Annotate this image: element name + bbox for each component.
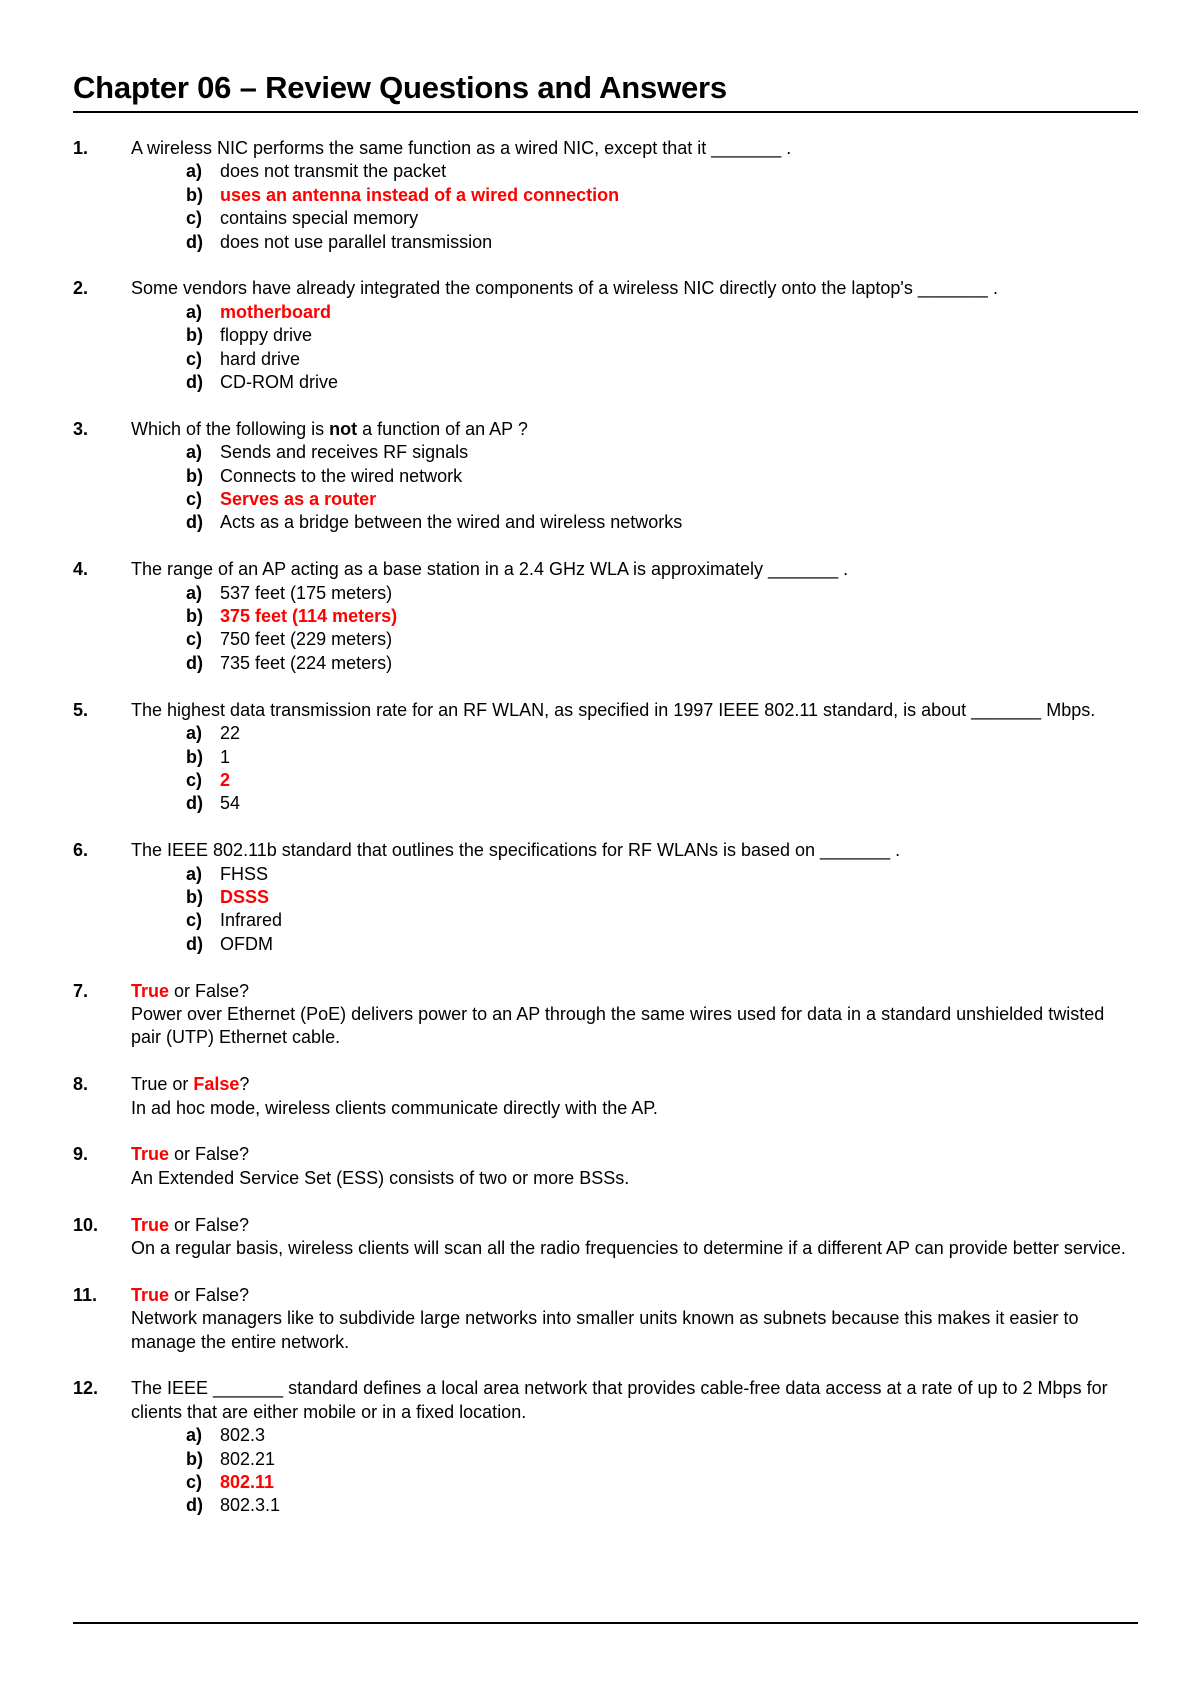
answer-option [186, 1424, 1138, 1447]
answer-option-correct [186, 605, 1138, 628]
option-letter: a) [186, 161, 203, 182]
true-label: True [131, 1214, 170, 1235]
question-item [73, 839, 1138, 956]
question-emphasis: not [329, 418, 358, 439]
question-number: 11. [73, 1284, 98, 1305]
option-letter: b) [186, 886, 203, 907]
question-body [131, 1284, 1138, 1354]
option-letter: c) [186, 769, 203, 790]
option-text: 802.3.1 [220, 1495, 281, 1516]
answer-option [186, 1448, 1138, 1471]
option-letter: d) [186, 793, 203, 814]
answer-options [131, 441, 1138, 535]
question-number: 10. [73, 1214, 99, 1235]
question-mark: ? [239, 1214, 250, 1235]
answer-option [186, 231, 1138, 254]
false-label: False [195, 1214, 240, 1235]
question-text-part: The highest data transmission rate for an RF WLAN, as specified in 1997 IEEE 802.11 standard, is about _______ Mbps. [131, 699, 1096, 720]
answer-option [186, 909, 1138, 932]
answer-option-correct [186, 301, 1138, 324]
answer-option [186, 371, 1138, 394]
answer-options [131, 1424, 1138, 1518]
question-body [131, 1143, 1138, 1190]
true-false-prompt [131, 1284, 1138, 1307]
option-text: 802.21 [220, 1448, 276, 1469]
footer-rule [73, 1622, 1138, 1624]
answer-options [131, 582, 1138, 676]
question-number: 9. [73, 1144, 89, 1165]
question-mark: ? [239, 980, 250, 1001]
option-text: 54 [220, 793, 241, 814]
option-letter: b) [186, 606, 203, 627]
true-false-prompt [131, 1214, 1138, 1237]
answer-option-correct [186, 769, 1138, 792]
answer-option [186, 863, 1138, 886]
option-letter: b) [186, 325, 203, 346]
question-text-part: The range of an AP acting as a base station in a 2.4 GHz WLA is approximately _______ . [131, 559, 849, 580]
question-text-part: a function of an AP ? [357, 418, 528, 439]
question-item [73, 1143, 1138, 1190]
option-letter: a) [186, 723, 203, 744]
question-statement: An Extended Service Set (ESS) consists of two or more BSSs. [131, 1167, 630, 1188]
option-text: Connects to the wired network [220, 465, 463, 486]
true-false-prompt [131, 980, 1138, 1003]
answer-option [186, 324, 1138, 347]
option-letter: c) [186, 1471, 203, 1492]
option-letter: d) [186, 933, 203, 954]
option-text: 1 [220, 746, 231, 767]
option-text: floppy drive [220, 325, 313, 346]
question-statement: Network managers like to subdivide large networks into smaller units known as subnets because this makes it easier to manage the entire network. [131, 1308, 1079, 1352]
option-text: uses an antenna instead of a wired connection [220, 184, 620, 205]
question-mark: ? [239, 1144, 250, 1165]
question-number: 3. [73, 418, 89, 439]
option-letter: c) [186, 348, 203, 369]
answer-option [186, 652, 1138, 675]
question-statement: On a regular basis, wireless clients will scan all the radio frequencies to determine if a different AP can provide better service. [131, 1237, 1126, 1258]
or-label: or [169, 980, 196, 1001]
question-item [73, 1073, 1138, 1120]
option-text: 375 feet (114 meters) [220, 606, 398, 627]
question-text [131, 558, 1138, 581]
question-number: 12. [73, 1378, 99, 1399]
option-letter: d) [186, 512, 203, 533]
option-text: 537 feet (175 meters) [220, 582, 393, 603]
or-label: or [167, 1074, 194, 1095]
option-letter: d) [186, 1495, 203, 1516]
option-letter: b) [186, 746, 203, 767]
answer-option [186, 348, 1138, 371]
answer-options [131, 301, 1138, 395]
false-label: False [195, 980, 240, 1001]
question-number: 1. [73, 138, 89, 158]
question-item [73, 137, 1138, 254]
false-label: False [195, 1284, 240, 1305]
option-letter: b) [186, 465, 203, 486]
true-false-prompt [131, 1143, 1138, 1166]
option-letter: a) [186, 863, 203, 884]
question-text [131, 418, 1138, 441]
option-text: hard drive [220, 348, 301, 369]
answer-option [186, 441, 1138, 464]
or-label: or [169, 1144, 196, 1165]
answer-option [186, 465, 1138, 488]
answer-option-correct [186, 1471, 1138, 1494]
question-statement: Power over Ethernet (PoE) delivers power to an AP through the same wires used for data in a standard unshielded twisted pair (UTP) Ethernet cable. [131, 1003, 1105, 1048]
answer-options [131, 863, 1138, 957]
answer-option [186, 628, 1138, 651]
option-text: 735 feet (224 meters) [220, 652, 393, 673]
or-label: or [169, 1284, 196, 1305]
question-body [131, 137, 1138, 254]
answer-option-correct [186, 488, 1138, 511]
question-text-part: The IEEE _______ standard defines a local area network that provides cable-free data access at a rate of up to 2 Mbps for clients that are either mobile or in a fixed location. [131, 1378, 1113, 1422]
question-number: 5. [73, 699, 89, 720]
true-label: True [131, 1284, 170, 1305]
question-text-part: A wireless NIC performs the same function as a wired NIC, except that it _______ . [131, 138, 792, 158]
question-item [73, 980, 1138, 1050]
question-mark: ? [239, 1284, 250, 1305]
option-text: 750 feet (229 meters) [220, 629, 393, 650]
option-letter: a) [186, 582, 203, 603]
question-body [131, 1073, 1138, 1120]
option-text: does not use parallel transmission [220, 231, 493, 252]
question-list [73, 137, 1138, 1541]
question-text-part: Some vendors have already integrated the components of a wireless NIC directly onto the laptop's _______ . [131, 278, 998, 299]
answer-option [186, 933, 1138, 956]
option-letter: d) [186, 652, 203, 673]
option-letter: b) [186, 184, 203, 205]
option-letter: c) [186, 629, 203, 650]
option-text: DSSS [220, 886, 270, 907]
question-text-part: The IEEE 802.11b standard that outlines the specifications for RF WLANs is based on _______ . [131, 840, 901, 861]
title-underline-rule [73, 111, 1138, 113]
true-false-prompt [131, 1073, 1138, 1096]
false-label: False [195, 1144, 240, 1165]
true-label: True [131, 1144, 170, 1165]
false-label: False [193, 1074, 240, 1095]
question-number: 4. [73, 559, 89, 580]
question-item [73, 1284, 1138, 1354]
question-item [73, 1377, 1138, 1517]
question-body [131, 1214, 1138, 1261]
option-text: contains special memory [220, 208, 419, 229]
question-text [131, 1377, 1138, 1424]
question-statement: In ad hoc mode, wireless clients communicate directly with the AP. [131, 1097, 658, 1118]
question-number: 8. [73, 1074, 89, 1095]
question-item [73, 277, 1138, 394]
answer-option [186, 511, 1138, 534]
answer-options [131, 160, 1138, 254]
option-text: 22 [220, 723, 241, 744]
question-text [131, 699, 1138, 722]
option-letter: c) [186, 489, 203, 510]
option-text: FHSS [220, 863, 269, 884]
option-text: Infrared [220, 910, 283, 931]
page-title: Chapter 06 – Review Questions and Answers [73, 70, 727, 105]
answer-option [186, 1494, 1138, 1517]
option-letter: a) [186, 1425, 203, 1446]
question-text [131, 277, 1138, 300]
answer-option [186, 582, 1138, 605]
answer-option-correct [186, 886, 1138, 909]
question-number: 7. [73, 980, 89, 1001]
option-text: Acts as a bridge between the wired and wireless networks [220, 512, 683, 533]
question-body [131, 558, 1138, 675]
question-number: 2. [73, 278, 89, 299]
answer-option-correct [186, 184, 1138, 207]
option-letter: a) [186, 442, 203, 463]
question-item [73, 558, 1138, 675]
option-letter: c) [186, 910, 203, 931]
answer-option [186, 746, 1138, 769]
option-text: CD-ROM drive [220, 372, 339, 393]
true-label: True [131, 980, 170, 1001]
option-letter: c) [186, 208, 203, 229]
option-letter: d) [186, 372, 203, 393]
question-item [73, 699, 1138, 816]
question-body [131, 277, 1138, 394]
or-label: or [169, 1214, 196, 1235]
question-item [73, 1214, 1138, 1261]
question-text [131, 839, 1138, 862]
question-item [73, 418, 1138, 535]
question-body [131, 1377, 1138, 1517]
question-mark: ? [239, 1074, 250, 1095]
option-letter: b) [186, 1448, 203, 1469]
answer-option [186, 722, 1138, 745]
question-body [131, 839, 1138, 956]
question-body [131, 980, 1138, 1050]
answer-option [186, 207, 1138, 230]
option-letter: d) [186, 231, 203, 252]
answer-options [131, 722, 1138, 816]
question-number: 6. [73, 840, 89, 861]
option-text: Serves as a router [220, 489, 377, 510]
answer-option [186, 160, 1138, 183]
option-text: does not transmit the packet [220, 161, 447, 182]
option-text: 802.11 [220, 1471, 275, 1492]
option-text: motherboard [220, 301, 332, 322]
question-text [131, 137, 1138, 160]
option-text: Sends and receives RF signals [220, 442, 469, 463]
option-letter: a) [186, 301, 203, 322]
option-text: 2 [220, 769, 231, 790]
true-label: True [131, 1074, 168, 1095]
answer-option [186, 792, 1138, 815]
option-text: 802.3 [220, 1425, 266, 1446]
option-text: OFDM [220, 933, 273, 954]
question-body [131, 418, 1138, 535]
question-body [131, 699, 1138, 816]
question-text-part: Which of the following is [131, 418, 330, 439]
